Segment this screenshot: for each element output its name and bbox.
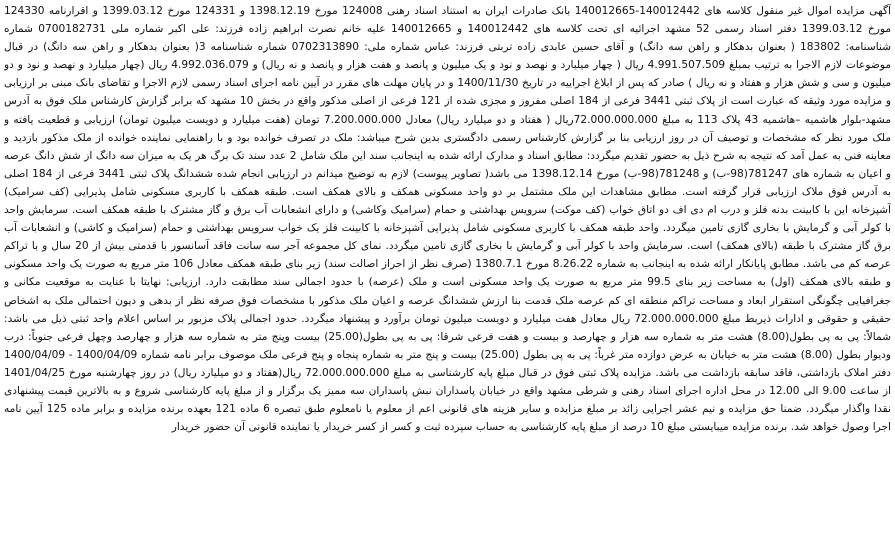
auction-notice-text: آگهی مزایده اموال غیر منقول کلاسه های 140012442-140012665 بانک صادرات ایران به استناد اسناد رهنی 124008 مورخ 1398.12.19 و 124331 مورخ 1399.03.12 و اقرارنامه 124330 مورخ 1399.03.12 دفتر اسناد رسمی 52 مشهد اجرائیه ای تحت کلاسه های 140012442 و 140012665 علیه خانم نصرت ابراهیم زاده فرزند: علی اکبر شماره ملی 0700182731 شماره شناسنامه: 183802 ( بعنوان بدهکار و راهن سه دانگ) و آقای حسین عابدی زاده تربتی فرزند: عباس شماره ملی: 0702313890 شماره شناسنامه 3( بعنوان بدهکار و راهن سه دانگ) در قبال موضوعات لازم الاجرا به ترتیب بمبلغ 4.991.507.509 ریال ( چهار میلیارد و نهصد و نود و یک میلیون و پانصد و هفت هزار و پانصد و نه ریال) و 4.992.036.079 ریال (چهار میلیارد و نهصد و نود و دو میلیون و سی و شش هزار و هفتاد و نه ریال ) صادر که پس از ابلاغ اجراییه در تاریخ 1400/11/30 و در پایان مهلت های مقرر در آیین نامه اجرای اسناد رسمی لازم الاجرا و تقاضای بانک مبنی بر ارزیابی و مزایده مورد وثیقه که عبارت است از پلاک ثبتی 3441 فرعی از 184 اصلی مفروز و مجزی شده از 121 فرعی از اصلی مذکور واقع در بخش 10 مشهد که برابر گزارش کارشناس ملک فوق به آدرس مشهد-بلوار هاشمیه –هاشمیه 43 پلاک 113 به مبلغ 72.000.000.000ریال ( هفتاد و دو میلیارد ریال) معادل 7.200.000.000 تومان (هفت میلیارد و دویست میلیون تومان) ارزیابی و قطعیت یافته و ملک مورد نظر که مشخصات و توصیف آن در روز ارزیابی بنا بر گزارش کارشناس رسمی دادگستری بدین شرح میباشد: ملک در تصرف خوانده بود و با راهنمایی نماینده خوانده از ملک مذکور بازدید و معاینه فنی به عمل آمد که نتیجه به شرح ذیل به حضور تقدیم میگردد: مطابق اسناد و مدارک ارائه شده به اینجانب سند این ملک شامل 2 عدد سند تک برگ هر یک به میزان سه دانگ از شش دانگ عرصه و اعیان به شماره های 781247(98-ب) و 781248(98-ب) مورخ 1398.12.14 می باشد( تصاویر پیوست) لازم به توضیح میدانم در ارزیابی انجام شده ششدانگ پلاک ثبتی 3441 فرعی از 184 اصلی به آدرس فوق ملاک ارزیابی قرار گرفته است. مطابق مشاهدات این ملک مشتمل بر دو واحد مسکونی همکف و بالای همکف است. طبقه همکف با کاربری مسکونی شامل پذیرایی (کف سرامیک) آشپزخانه این با کابینت بدنه فلز و درب ام دی اف دو اتاق خواب (کف موکت) سرویس بهداشتی و حمام (سرامیک وکاشی) و دارای انشعابات آب برق و گاز مشترک با طبقه همکف است. سرمایش واحد با کولر آبی و گرمایش با بخاری گازی تامین میگردد. واحد طبقه همکف با کاربری مسکونی شامل پذیرایی آشپزخانه با کابینت فلز یک خواب سرویس بهداشتی و حمام (سرامیک و کاشی) و انشعابات آب برق گاز مشترک با طبقه (بالای همکف) است. سرمایش واحد با کولر آبی و گرمایش با بخاری گازی تامین میگردد. نمای کل مجموعه آجر سه سانت فاقد آسانسور با قدمتی بیش از 20 سال و با تراکم عرصه کم می باشد. مطابق پایانکار ارائه شده به اینجانب به شماره 8.26.22 مورخ 1380.7.1 (صرف نظر از احراز اصالت سند) زیر بنای طبقه همکف معادل 106 متر مربع به صورت یک واحد مسکونی و طبقه بالای همکف (اول) به مساحت زیر بنای 99.5 متر مربع به صورت یک واحد مسکونی است و ملک (عرصه) با حدود اجمالی سند مطابقت دارد. ارزیابی: نهایتا با عنایت به موقعیت مکانی و جغرافیایی چگونگی استقرار ابعاد و مساحت تراکم منطقه ای کم عرصه ملک قدمت بنا ارزش ششدانگ عرصه و اعیان ملک مذکور با مشخصات فوق صرفه نظر از بدهی و دیون احتمالی ملک به اشخاص حقیقی و حقوقی و ادارات ذیربط مبلغ 72.000.000.000 ریال معادل هفت میلیارد و دویست میلیون تومان برآورد و پیشنهاد میگردد. حدود اجمالی پلاک مزبور بر اساس اعلام واحد ثبتی ذیل می باشد: شمالاً: پی به پی بطول(8.00) هشت متر به شماره سه هزار و چهارصد و بیست و هفت فرعی شرقا: پی به پی بطول(25.00) بیست وپنج متر به شماره سه هزار و چهارصد وچهل فرعی جنوباً: درب ودیوار بطول (8.00) هشت متر به خیابان به عرض دوازده متر غرباً: پی به پی بطول (25.00) بیست و پنج متر به شماره پنجاه و پنج فرعی ملک موصوف برابر نامه شماره 1400/04/09 - 1400/04/09 دفتر املاک بازداشتی، فاقد سابقه بازداشت می باشد. مزایده پلاک ثبتی فوق در قبال مبلغ پایه کارشناسی به مبلغ 72.000.000.000 ریال(هفتاد و دو میلیارد ریال) در روز چهارشنبه مورخ 1401/04/25 از ساعت 9.00 الی 12.00 در محل اداره اجرای اسناد رهنی و شرطی مشهد واقع در خیابان پاسداران نبش پاسداران سه ممیز یک برگزار و از مبلغ پایه کارشناسی شروع و به بالاترین قیمت پیشنهادی نقدا واگذار میگردد. ضمنا حق مزایده و نیم عشر اجرایی زائد بر مبلغ مزایده و سایر هزینه های قانونی اعم از معلوم یا نامعلوم طبق تبصره 6 ماده 121 بعهده برنده مزایده و برابر ماده 125 آیین نامه اجرا وصول خواهد شد. برنده مزایده میبایستی مبلغ 10 درصد از مبلغ پایه کارشناسی به حساب سپرده ثبت و کسر از کسر خریدار یا نماینده قانونی آن حضور خریدار [4,5,891,434]
auction-notice-document [4,2,891,549]
